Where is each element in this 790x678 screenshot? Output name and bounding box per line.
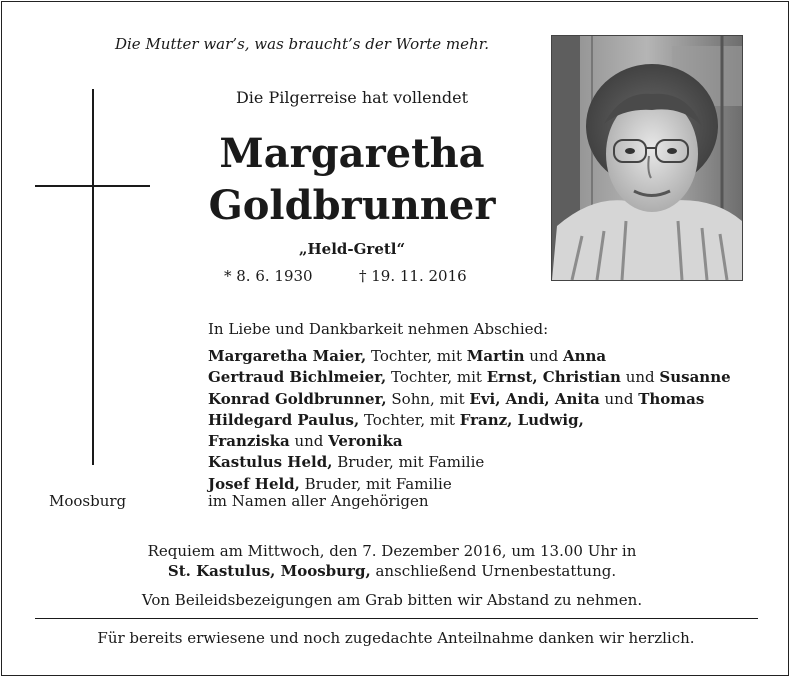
mourner-name: Ernst, Christian [486, 368, 621, 387]
death-date: † 19. 11. 2016 [359, 267, 467, 285]
cross-icon [92, 89, 94, 465]
mourner-row [208, 452, 731, 473]
mourner-relation: und [289, 432, 329, 451]
place-name: Moosburg [49, 492, 127, 510]
mourner-relation: Bruder, mit Familie [299, 474, 452, 493]
mourner-name: Martin [466, 347, 525, 365]
mourner-relation: Sohn, mit [386, 389, 470, 408]
requiem-location: St. Kastulus, Moosburg, [167, 562, 371, 580]
requiem-burial: anschließend Urnenbestattung. [370, 562, 617, 580]
divider [35, 618, 758, 619]
mourner-row [208, 367, 731, 388]
mourner-name: Susanne [659, 368, 731, 387]
mourner-row [208, 431, 731, 452]
mourner-name: Konrad Goldbrunner, [208, 389, 387, 408]
deceased-last-name: Goldbrunner [208, 182, 496, 229]
mourner-relation: und [524, 347, 563, 365]
cross-icon-beam [35, 185, 150, 187]
portrait-photo [551, 35, 743, 281]
condolence-note: Von Beileidsbezeigungen am Grab bitten wir Abstand zu nehmen. [141, 591, 643, 609]
mourner-name: Evi, Andi, Anita [469, 389, 600, 408]
mourner-row [208, 410, 731, 431]
mourner-relation: Bruder, mit Familie [332, 453, 485, 472]
mourner-name: Josef Held, [208, 474, 300, 493]
mourner-relation: und [620, 368, 660, 387]
mourners-list [208, 346, 731, 495]
mourner-name: Margaretha Maier, [208, 347, 367, 365]
farewell-intro: In Liebe und Dankbarkeit nehmen Abschied: [208, 320, 549, 338]
deceased-first-name: Margaretha [219, 130, 485, 177]
motto: Die Mutter war’s, was braucht’s der Worte mehr. [114, 35, 489, 53]
mourner-relation: und [599, 389, 639, 408]
requiem-line-2 [62, 562, 722, 580]
mourner-row [208, 389, 731, 410]
all-relatives-line: im Namen aller Angehörigen [208, 492, 429, 510]
pilgrimage-line: Die Pilgerreise hat vollendet [235, 88, 469, 107]
thanks-line: Für bereits erwiesene und noch zugedachte Anteilnahme danken wir herzlich. [97, 629, 695, 647]
mourner-relation: Tochter, mit [386, 368, 487, 387]
birth-date: * 8. 6. 1930 [224, 267, 313, 285]
mourner-name: Hildegard Paulus, [208, 410, 360, 429]
deceased-nickname: „Held-Gretl“ [298, 240, 406, 258]
mourner-relation: Tochter, mit [359, 410, 460, 429]
mourner-name: Franz, Ludwig, [459, 410, 584, 429]
obituary-notice [1, 1, 789, 676]
mourner-name: Franziska [208, 432, 290, 451]
mourner-name: Thomas [638, 389, 705, 408]
mourner-name: Veronika [328, 432, 403, 451]
mourner-row [208, 346, 731, 367]
mourner-name: Gertraud Bichlmeier, [208, 368, 387, 387]
requiem-line-1: Requiem am Mittwoch, den 7. Dezember 2016, um 13.00 Uhr in [147, 542, 637, 560]
mourner-name: Kastulus Held, [208, 453, 333, 472]
portrait-photo-drawing [552, 36, 742, 280]
mourner-relation: Tochter, mit [366, 347, 467, 365]
mourner-name: Anna [562, 347, 607, 365]
